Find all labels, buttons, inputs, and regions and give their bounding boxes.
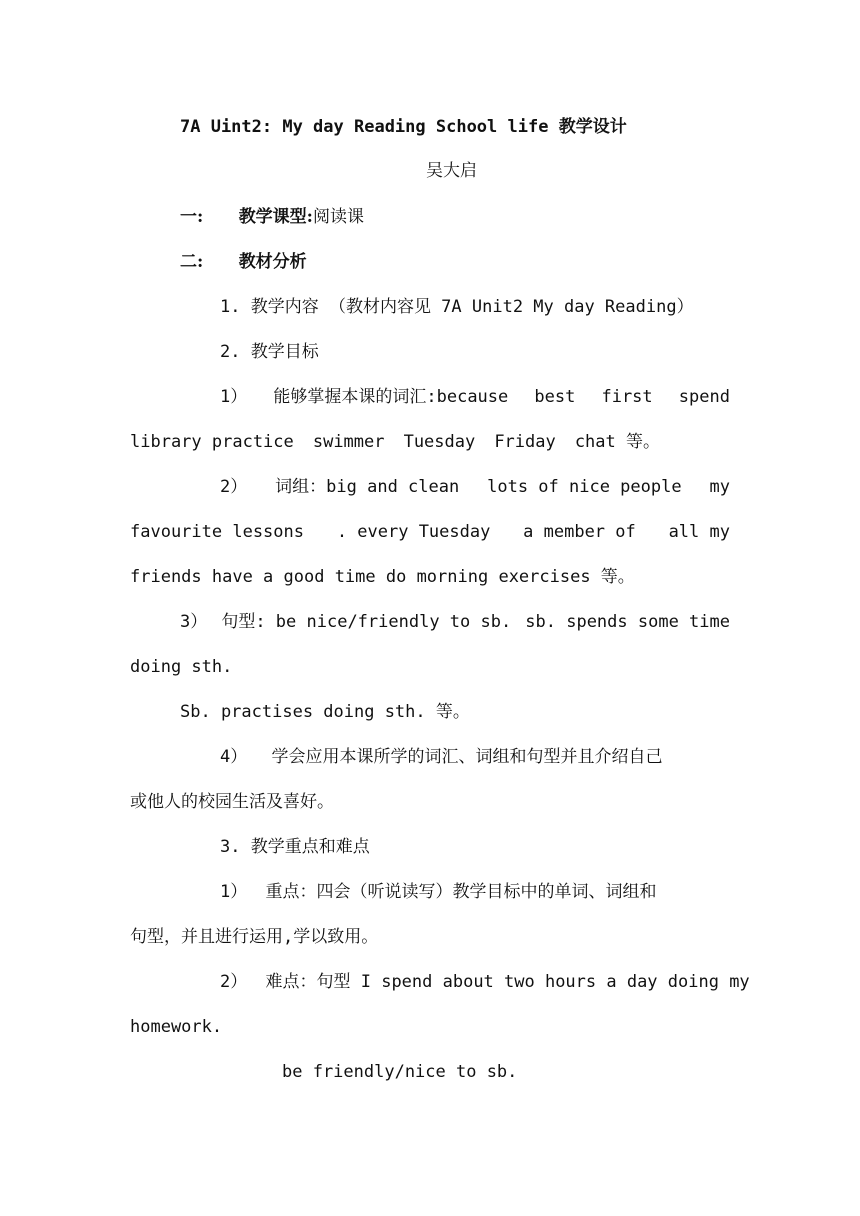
goal-1-words-a: library practice xyxy=(130,432,294,452)
goal-4-line-1 xyxy=(220,746,663,768)
section-1-value: 阅读课 xyxy=(312,207,364,227)
goal-2-phrase-c: my xyxy=(709,477,730,497)
goal-1-line-2 xyxy=(130,431,660,453)
section-1-heading xyxy=(180,206,364,228)
key-3-pattern: be friendly/nice to sb. xyxy=(282,1062,518,1082)
goal-1-number: 1） xyxy=(220,387,248,407)
goal-3-number: 3） xyxy=(180,612,208,632)
section-2-label: 教材分析 xyxy=(238,252,307,272)
key-2-number: 2） xyxy=(220,972,248,992)
item-2-goals: 2. 教学目标 xyxy=(220,342,319,362)
goal-2-phrase-a: 词组：big and clean xyxy=(275,477,460,497)
goal-2-phrase-b: lots of nice people xyxy=(487,477,682,497)
key-1-line-1 xyxy=(220,881,657,903)
goal-1-word-tuesday: Tuesday xyxy=(403,432,476,452)
goal-3-pattern-b: sb. spends some time xyxy=(525,612,730,632)
section-2-heading xyxy=(180,251,307,273)
section-1-label: 教学课型: xyxy=(238,207,313,227)
key-1-line-2: 句型，并且进行运用,学以致用。 xyxy=(130,927,379,947)
goal-1-word-chat: chat 等。 xyxy=(574,432,660,452)
key-1-number: 1） xyxy=(220,882,248,902)
goal-2-line-3: friends have a good time do morning exercises 等。 xyxy=(130,567,635,587)
key-2-text: 难点：句型 I spend about two hours a day doing my xyxy=(265,972,750,992)
section-2-number: 二: xyxy=(180,252,204,272)
goal-2-number: 2） xyxy=(220,477,248,497)
goal-3-line-1 xyxy=(180,611,730,633)
goal-1-word-spend: spend xyxy=(678,387,730,407)
goal-2-phrase-d: favourite lessons xyxy=(130,522,304,542)
author-name: 吴大启 xyxy=(426,161,477,181)
key-1-text: 重点：四会（听说读写）教学目标中的单词、词组和 xyxy=(265,882,657,902)
goal-3-line-2: doing sth. xyxy=(130,657,233,677)
goal-4-number: 4） xyxy=(220,747,248,767)
goal-1-word-best: best xyxy=(534,387,576,407)
item-3-key-points: 3. 教学重点和难点 xyxy=(220,837,370,857)
key-2-line-2: homework. xyxy=(130,1017,223,1037)
goal-4-text: 学会应用本课所学的词汇、词组和句型并且介绍自己 xyxy=(271,747,663,767)
goal-1-line-1 xyxy=(220,386,730,408)
item-1-content: 1. 教学内容 （教材内容见 7A Unit2 My day Reading） xyxy=(220,297,694,317)
goal-3-line-3: Sb. practises doing sth. 等。 xyxy=(180,702,470,722)
goal-2-phrase-g: all my xyxy=(668,522,730,542)
goal-1-vocab: 能够掌握本课的词汇:because xyxy=(273,387,509,407)
goal-1-word-friday: Friday xyxy=(494,432,556,452)
goal-2-line-2 xyxy=(130,521,730,543)
goal-1-word-swimmer: swimmer xyxy=(312,432,385,452)
goal-4-line-2: 或他人的校园生活及喜好。 xyxy=(130,792,334,812)
key-2-line-1 xyxy=(220,971,750,993)
section-1-number: 一: xyxy=(180,207,204,227)
document-title: 7A Uint2: My day Reading School life 教学设计 xyxy=(180,117,627,137)
goal-2-line-1 xyxy=(220,476,730,498)
goal-2-phrase-e: . every Tuesday xyxy=(336,522,491,542)
goal-2-phrase-f: a member of xyxy=(523,522,636,542)
goal-3-pattern-a: 句型: be nice/friendly to sb. xyxy=(221,612,512,632)
goal-1-word-first: first xyxy=(601,387,653,407)
